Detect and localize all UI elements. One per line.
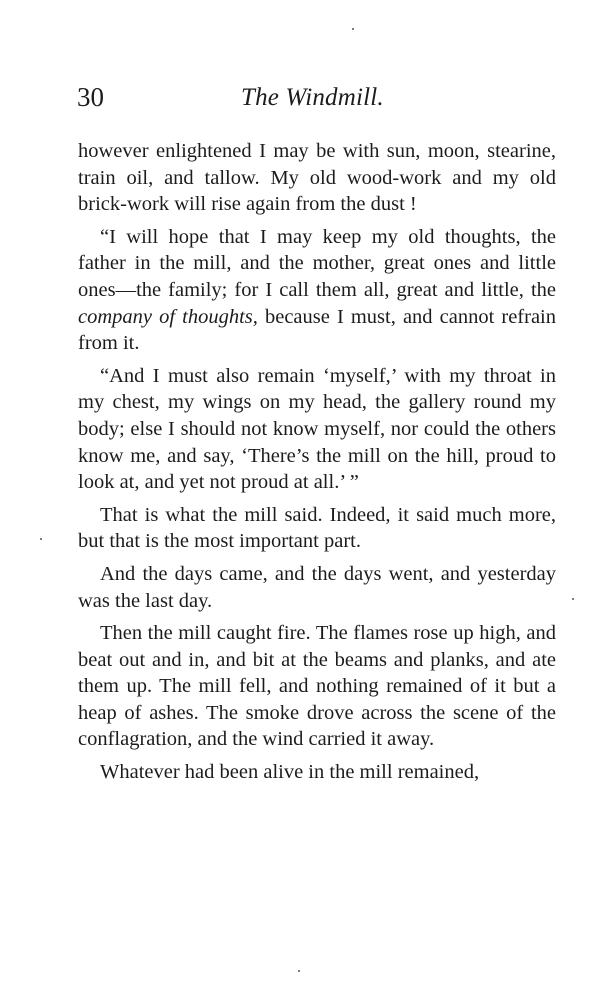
paragraph: And the days came, and the days went, and yesterday was the last day. (78, 562, 556, 612)
emphasized-phrase: company of thoughts, (78, 305, 258, 328)
paper-speck (572, 598, 574, 600)
paragraph: That is what the mill said. Indeed, it said much more, but that is the most important part. (78, 503, 556, 553)
paragraph: “I will hope that I may keep my old thoughts, the father in the mill, and the mother, great ones and little ones—the family; for I call them all, great and little, the company of thoughts, because I must, and cannot refrain from it. (78, 225, 557, 355)
paragraph: Then the mill caught fire. The flames rose up high, and beat out and in, and bit at the beams and planks, and ate them up. The mill fell, and nothing remained of it but a heap of ashes. The smoke drove across the scene of the conflagration, and the wind carried it away. (78, 622, 556, 751)
paper-speck (40, 538, 42, 540)
paper-speck (352, 28, 354, 30)
page-header (77, 82, 557, 122)
running-title: The Windmill. (241, 84, 384, 111)
paper-speck (298, 970, 300, 972)
paragraph: “And I must also remain ‘myself,’ with my throat in my chest, my wings on my head, the gallery round my body; else I should not know myself, nor could the others know me, and say, ‘There’s the mill on the hill, proud to look at, and yet not proud at all.’ ” (78, 364, 556, 494)
paragraph: Whatever had been alive in the mill remained, (100, 761, 480, 784)
body-text (78, 138, 556, 792)
page-number: 30 (77, 82, 104, 112)
paragraph: however enlightened I may be with sun, moon, stearine, train oil, and tallow. My old wood-work and my old brick-work will rise again from the dust ! (78, 140, 556, 216)
